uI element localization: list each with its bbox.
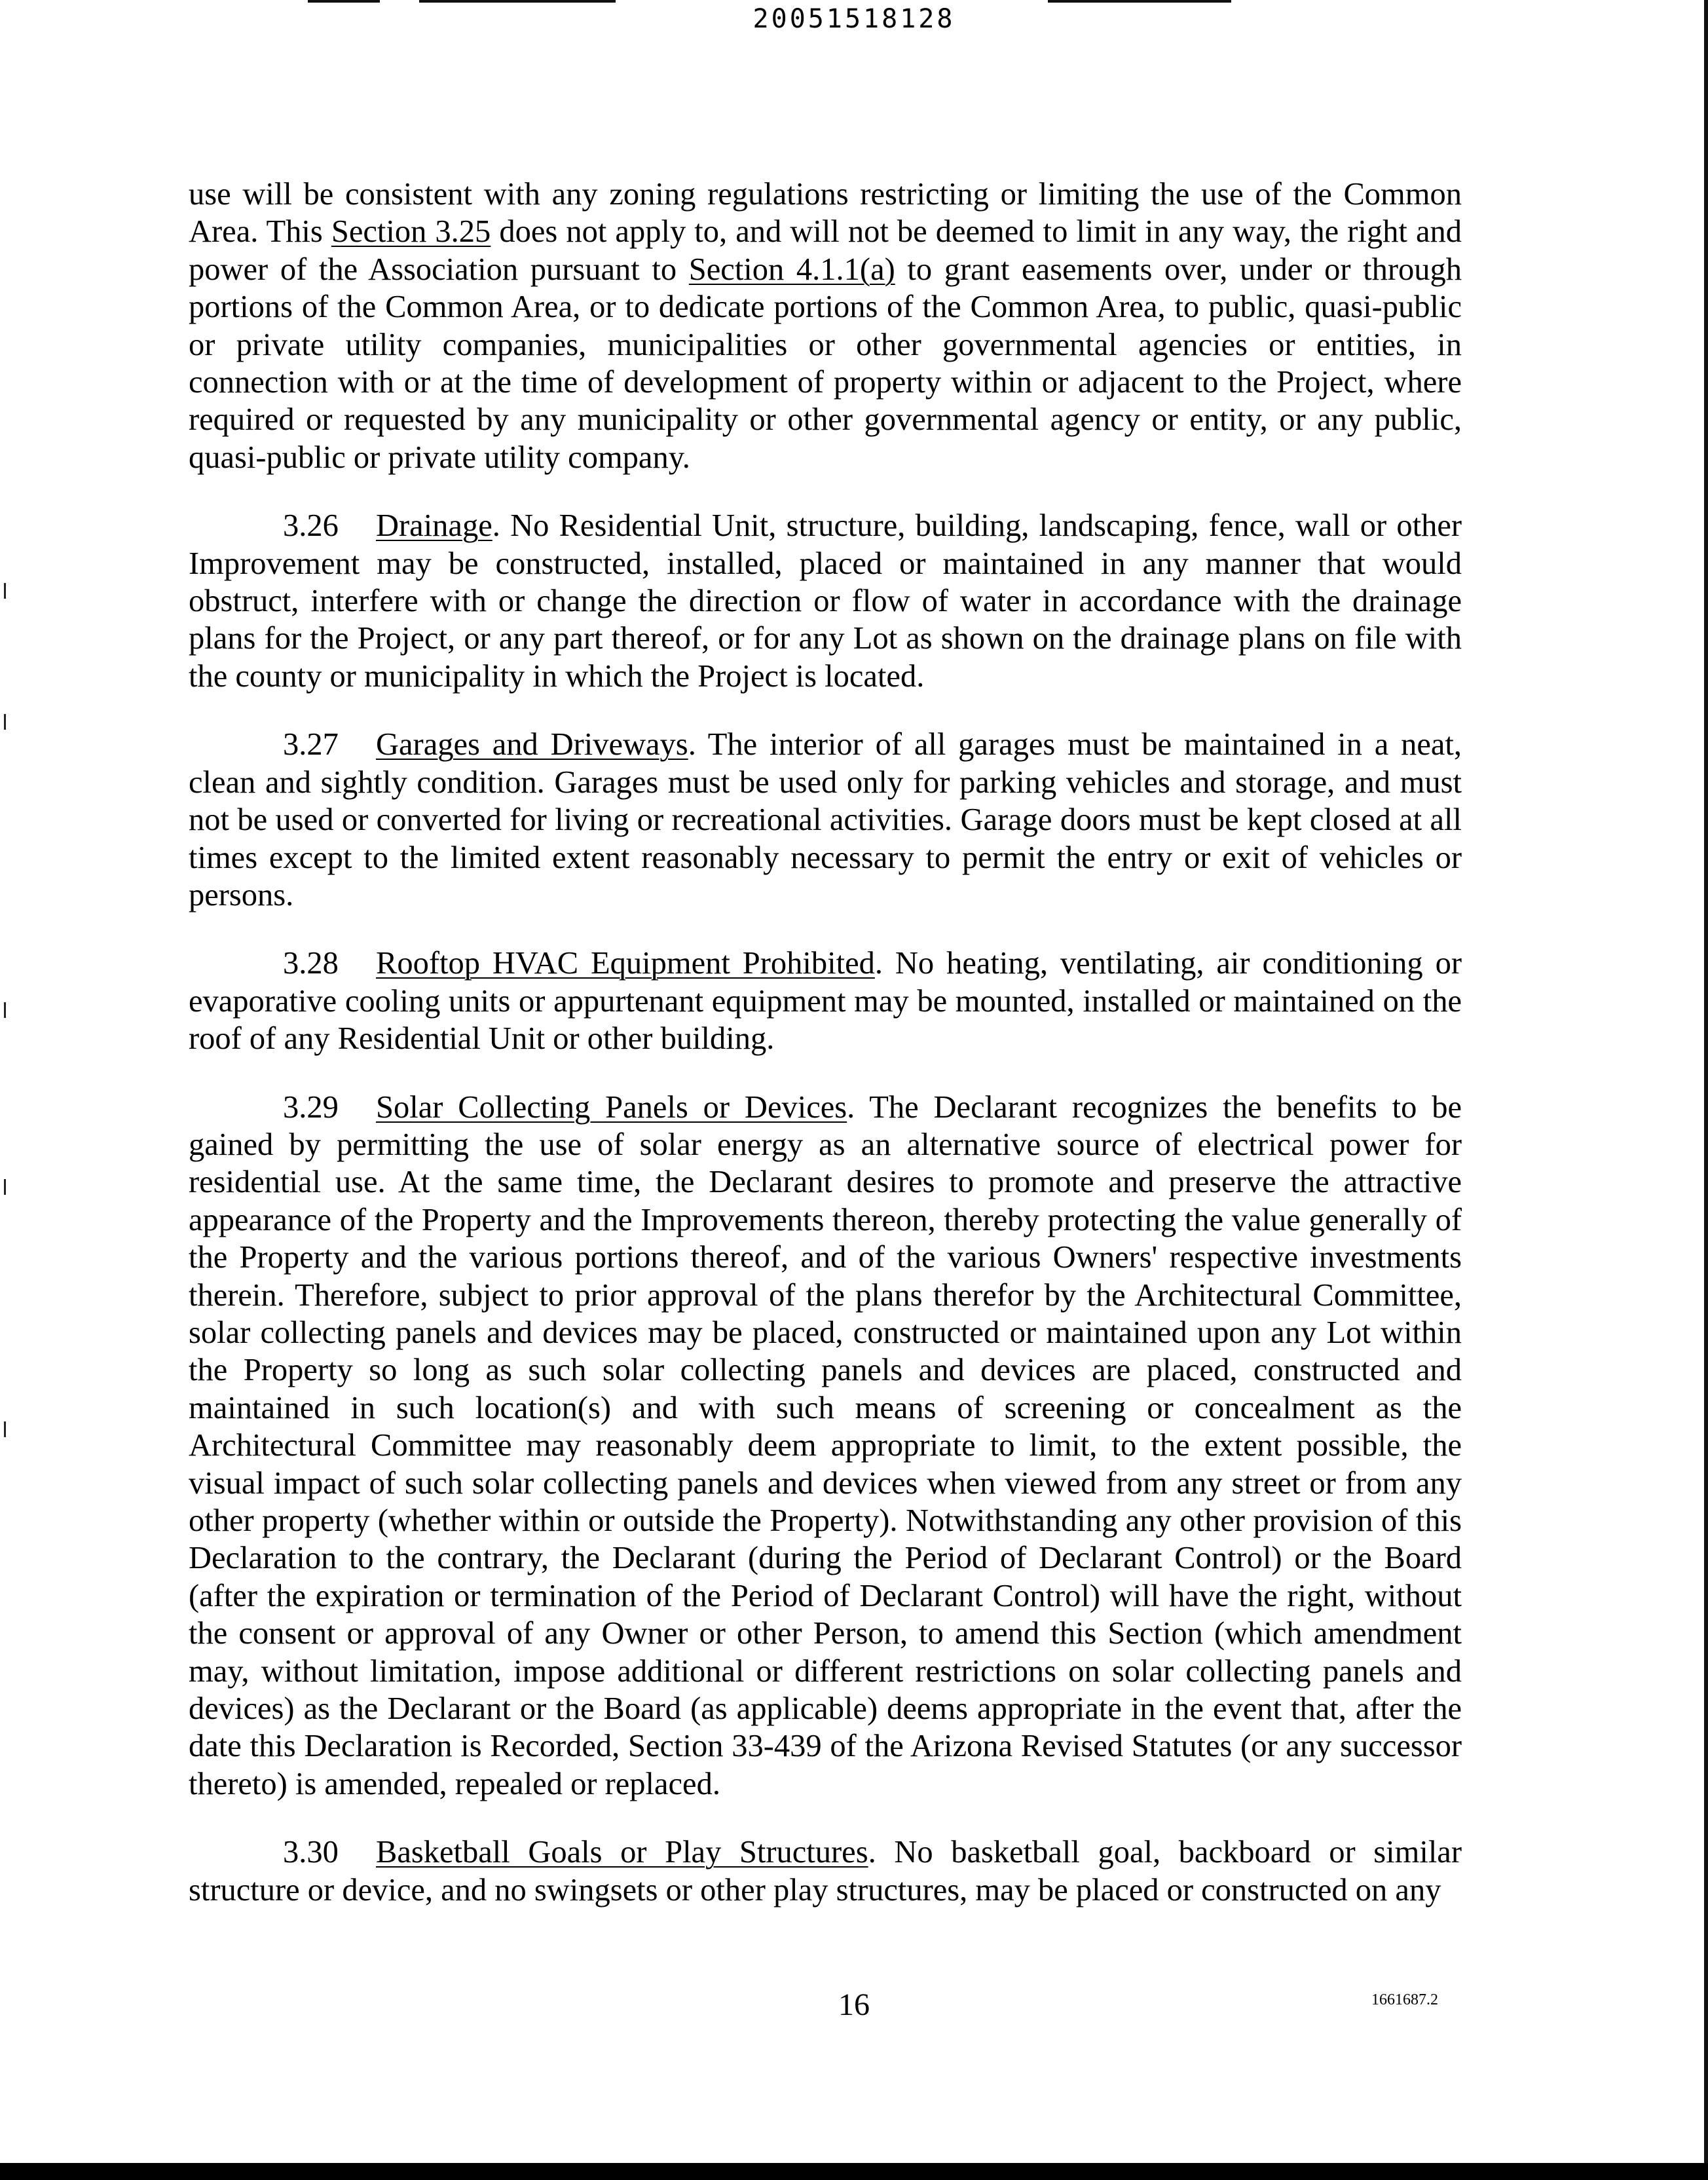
scan-artifact-left-tick	[4, 1002, 6, 1018]
scan-artifact-top-rule	[419, 0, 616, 3]
section-reference: Section 3.25	[331, 214, 491, 250]
section-number: 3.30	[283, 1835, 339, 1870]
section-number: 3.26	[283, 508, 339, 544]
section-title: Drainage	[376, 508, 492, 544]
page-number: 16	[838, 1987, 870, 2022]
section-text: . No heating, ventilating, air conditioning or evaporative cooling units or appurtenant equipment may be mounted, installed or maintained on the roof of any Residential Unit or other building.	[189, 946, 1462, 1057]
scan-artifact-top-rule	[1048, 0, 1231, 3]
section-text: . No Residential Unit, structure, building, landscaping, fence, wall or other Improvement may be constructed, installed, placed or maintained in any manner that would obstruct, interfere with or change the direction or flow of water in accordance with the drainage plans for the Project, or any part thereof, or for any Lot as shown on the drainage plans on file with the county or municipality in which the Project is located.	[189, 508, 1462, 694]
scan-artifact-left-tick	[4, 714, 6, 730]
section-text: . The interior of all garages must be maintained in a neat, clean and sightly condition. Garages must be used only for parking vehicles and storage, and must not be used or converted for living or recreational activities. Garage doors must be kept closed at all times except to the limited extent reasonably necessary to permit the entry or exit of vehicles or persons.	[189, 727, 1462, 912]
scan-artifact-top-rule	[308, 0, 380, 3]
scan-artifact-left-tick	[4, 1421, 6, 1437]
section-text: . The Declarant recognizes the benefits to be gained by permitting the use of solar energy as an alternative source of electrical power for residential use. At the same time, the Declarant desires to promote and preserve the attractive appearance of the Property and the Improvements thereon, thereby protecting the value generally of the Property and the various portions thereof, and of the various Owners' respective investments therein. Therefore, subject to prior approval of the plans therefor by the Architectural Committee, solar collecting panels and devices may be placed, constructed or maintained upon any Lot within the Property so long as such solar collecting panels and devices are placed, constructed and maintained in such location(s) and with such means of screening or concealment as the Architectural Committee may reasonably deem appropriate to limit, to the extent possible, the visual impact of such solar collecting panels and devices when viewed from any street or from any other property (whether within or outside the Property). Notwithstanding any other provision of this Declaration to the contrary, the Declarant (during the Period of Declarant Control) or the Board (after the expiration or termination of the Period of Declarant Control) will have the right, without the consent or approval of any Owner or other Person, to amend this Section (which amendment may, without limitation, impose additional or different restrictions on solar collecting panels and devices) as the Declarant or the Board (as applicable) deems appropriate in the event that, after the date this Declaration is Recorded, Section 33-439 of the Arizona Revised Statutes (or any successor thereto) is amended, repealed or replaced.	[189, 1089, 1462, 1801]
section-3-29	[189, 1089, 1462, 1803]
section-title: Solar Collecting Panels or Devices	[376, 1089, 847, 1125]
scan-artifact-left-tick	[4, 583, 6, 599]
section-title: Basketball Goals or Play Structures	[376, 1835, 868, 1870]
paragraph-continuation	[189, 176, 1462, 476]
scan-artifact-left-tick	[4, 1179, 6, 1195]
section-3-26	[189, 507, 1462, 695]
section-title: Garages and Driveways	[376, 727, 688, 762]
section-number: 3.29	[283, 1089, 339, 1125]
section-number: 3.28	[283, 946, 339, 981]
document-body	[189, 176, 1462, 1940]
recording-number: 20051518128	[752, 4, 956, 34]
document-id: 1661687.2	[1371, 1991, 1438, 2008]
paragraph-text: to grant easements over, under or through portions of the Common Area, or to dedicate portions of the Common Area, to public, quasi-public or private utility companies, municipalities or other governmental agencies or entities, in connection with or at the time of development of property within or adjacent to the Project, where required or requested by any municipality or other governmental agency or entity, or any public, quasi-public or private utility company.	[189, 252, 1462, 475]
section-reference: Section 4.1.1(a)	[688, 252, 895, 287]
section-title: Rooftop HVAC Equipment Prohibited	[376, 946, 875, 981]
section-3-30	[189, 1833, 1462, 1909]
section-number: 3.27	[283, 727, 339, 762]
scan-artifact-bottom-edge	[0, 2163, 1708, 2180]
paragraph-text: does not apply to, and will not be deemed to limit in any way, the right and power of the Association pursuant to	[189, 214, 1462, 287]
section-3-28	[189, 945, 1462, 1057]
scan-artifact-right-edge	[1704, 0, 1708, 2180]
paragraph-text: use will be consistent with any zoning regulations restricting or limiting the use of the Common Area. This	[189, 177, 1462, 250]
section-text: . No basketball goal, backboard or similar structure or device, and no swingsets or other play structures, may be placed or constructed on any	[189, 1835, 1462, 1907]
section-3-27	[189, 726, 1462, 914]
